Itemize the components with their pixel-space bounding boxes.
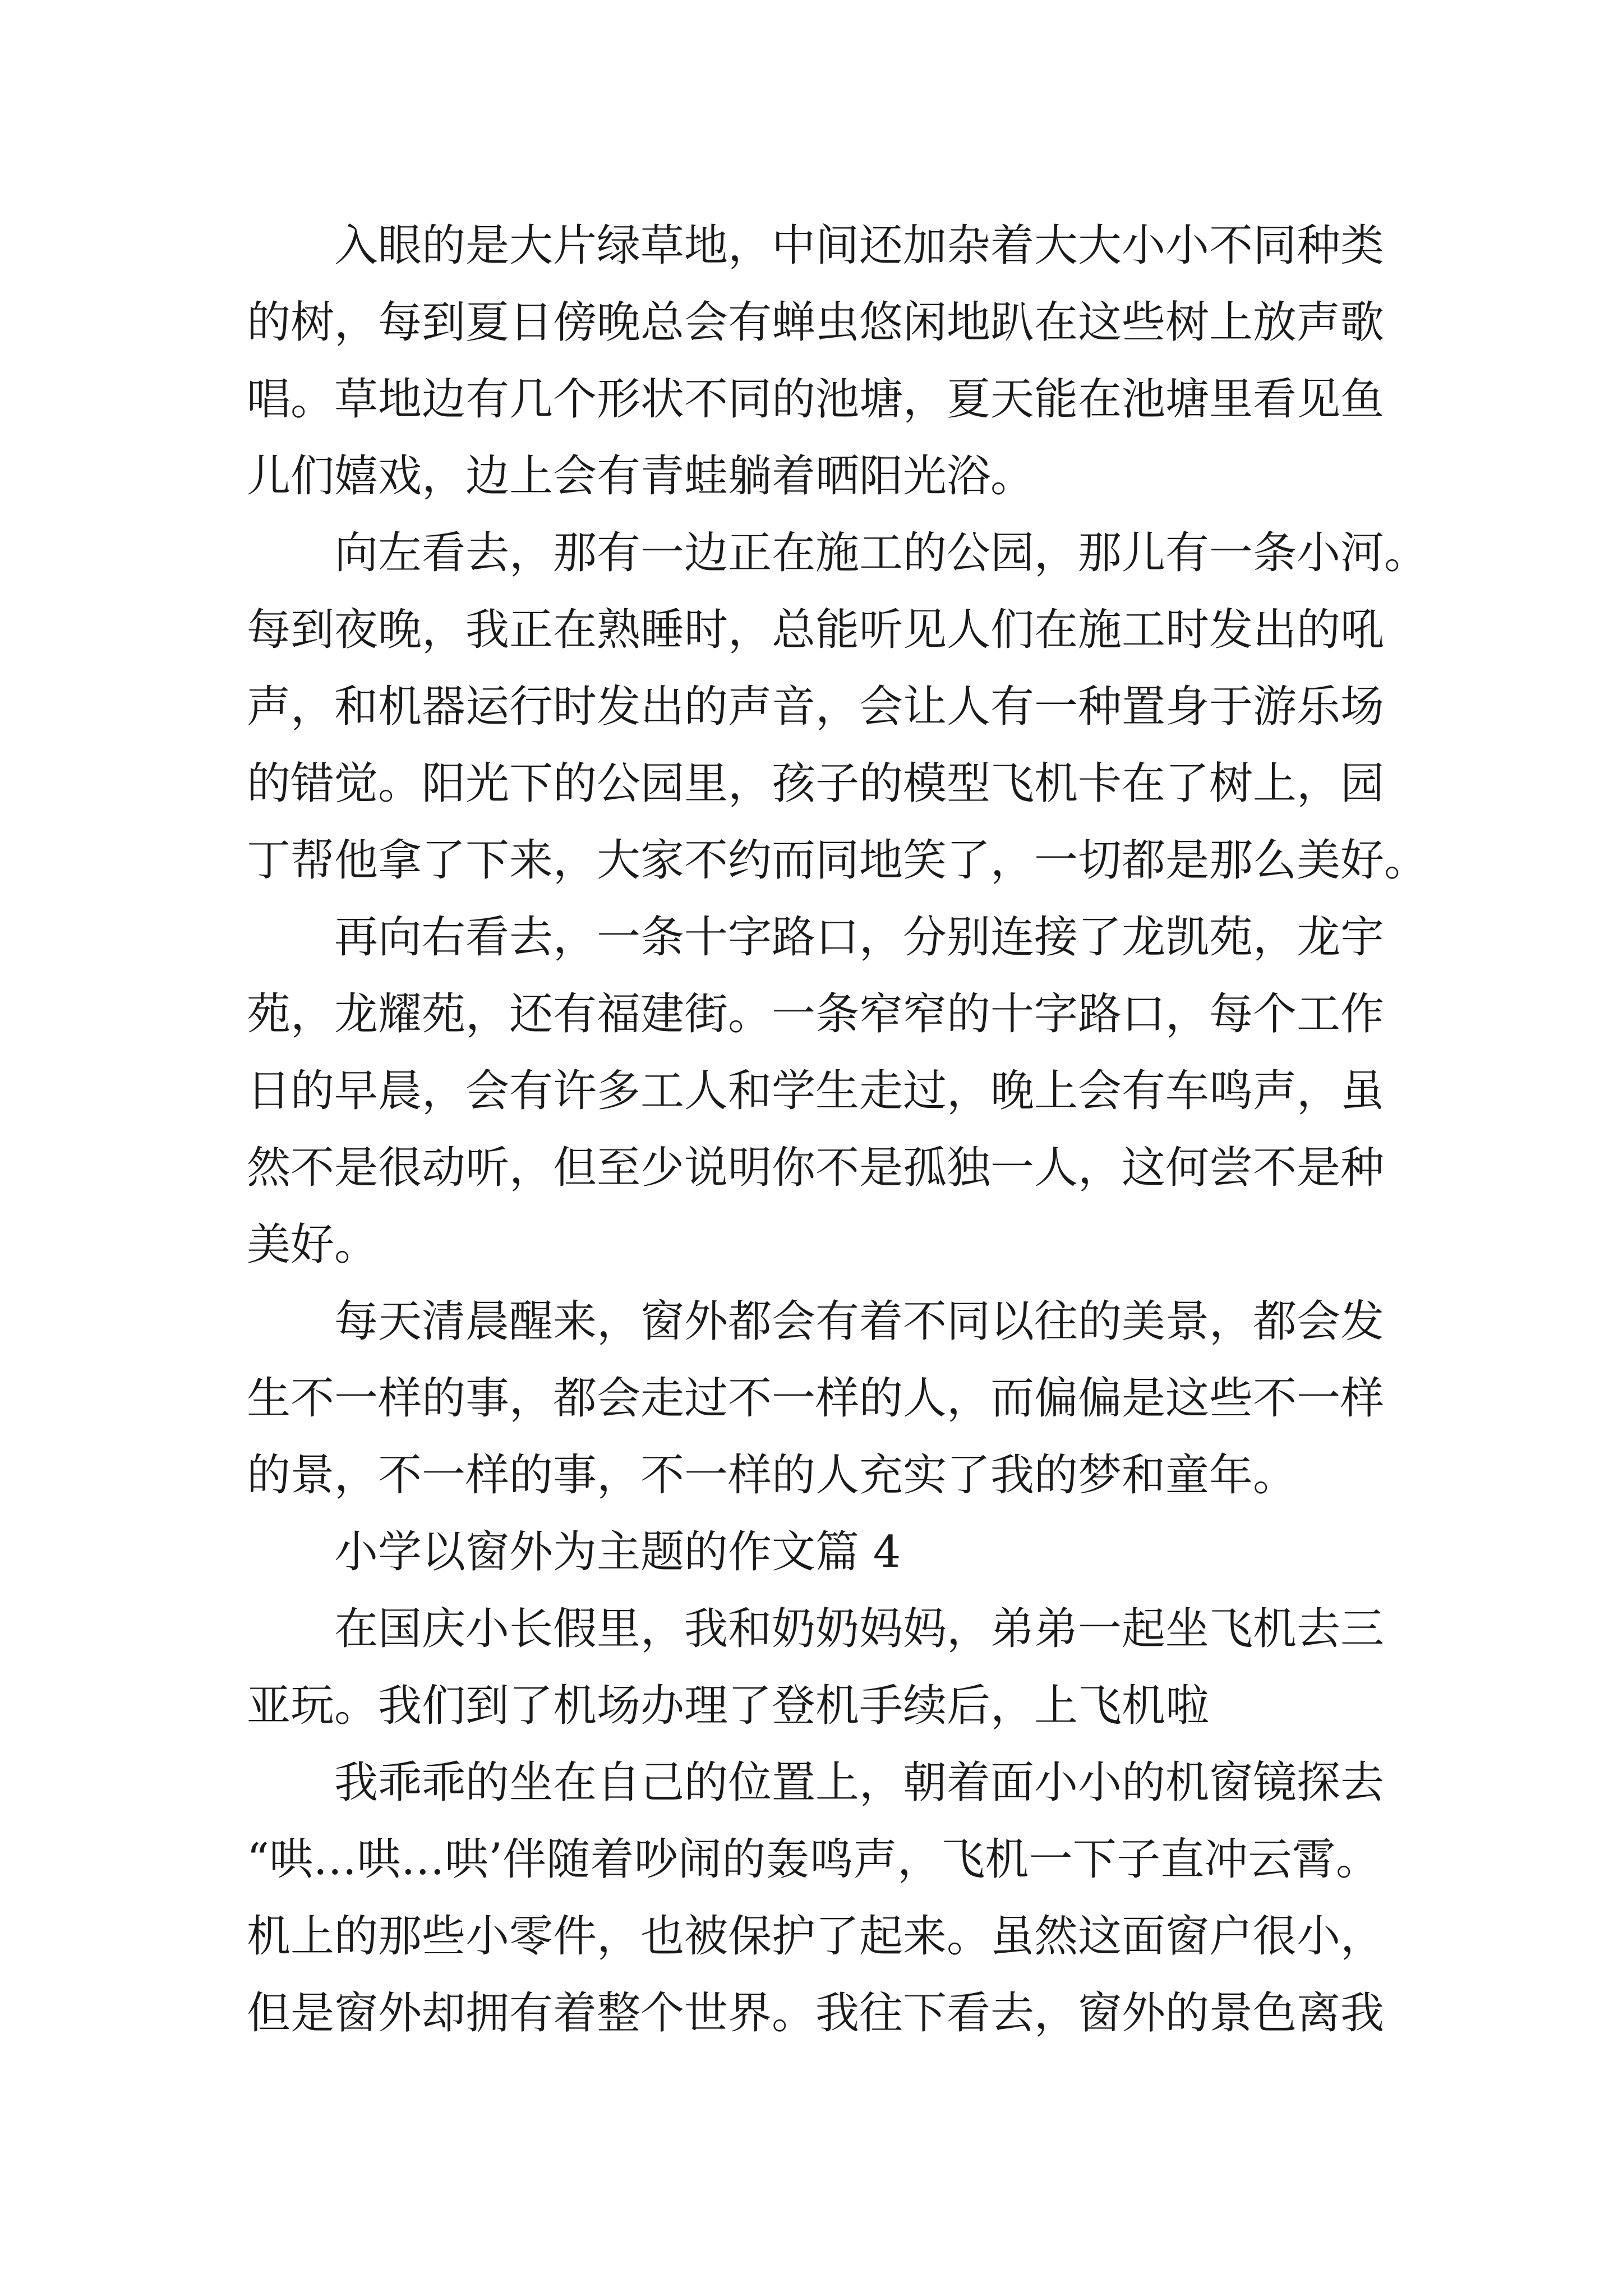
text-line: 每天清晨醒来，窗外都会有着不同以往的美景，都会发 (334, 1296, 1385, 1347)
section-heading: 小学以窗外为主题的作文篇 4 (334, 1527, 901, 1577)
text-line: 的树，每到夏日傍晚总会有蝉虫悠闲地趴在这些树上放声歌 (247, 297, 1385, 348)
text-line: 每到夜晚，我正在熟睡时，总能听见人们在施工时发出的吼 (247, 605, 1385, 655)
text-line: 美好。 (247, 1220, 379, 1270)
text-line: 然不是很动听，但至少说明你不是孤独一人，这何尝不是种 (247, 1143, 1385, 1193)
text-line: 唱。草地边有几个形状不同的池塘，夏天能在池塘里看见鱼 (247, 374, 1385, 425)
text-line: 亚玩。我们到了机场办理了登机手续后，上飞机啦 (247, 1681, 1210, 1731)
document-page (247, 208, 1428, 2052)
text-line: 声，和机器运行时发出的声音，会让人有一种置身于游乐场 (247, 682, 1385, 732)
text-line: 再向右看去，一条十字路口，分别连接了龙凯苑，龙宇 (334, 912, 1385, 963)
text-line: 儿们嬉戏，边上会有青蛙躺着晒阳光浴。 (247, 451, 1035, 501)
text-line: 我乖乖的坐在自己的位置上，朝着面小小的机窗镜探去 (334, 1757, 1385, 1808)
text-line: 丁帮他拿了下来，大家不约而同地笑了，一切都是那么美好。 (247, 835, 1428, 886)
text-line: 生不一样的事，都会走过不一样的人，而偏偏是这些不一样 (247, 1373, 1385, 1424)
text-line: 机上的那些小零件，也被保护了起来。虽然这面窗户很小， (247, 1911, 1385, 1962)
text-line: 日的早晨，会有许多工人和学生走过，晚上会有车鸣声，虽 (247, 1066, 1385, 1116)
text-line: 的景，不一样的事，不一样的人充实了我的梦和童年。 (247, 1450, 1297, 1501)
text-line: 但是窗外却拥有着整个世界。我往下看去，窗外的景色离我 (247, 1988, 1385, 2039)
text-line: 的错觉。阳光下的公园里，孩子的模型飞机卡在了树上，园 (247, 758, 1385, 809)
text-line: 向左看去，那有一边正在施工的公园，那儿有一条小河。 (334, 528, 1428, 578)
text-line: 在国庆小长假里，我和奶奶妈妈，弟弟一起坐飞机去三 (334, 1604, 1385, 1654)
text-line: 苑，龙耀苑，还有福建街。一条窄窄的十字路口，每个工作 (247, 989, 1385, 1039)
text-line: 入眼的是大片绿草地，中间还加杂着大大小小不同种类 (334, 220, 1385, 271)
text-line: “哄…哄…哄’伴随着吵闹的轰鸣声，飞机一下子直冲云霄。 (247, 1834, 1380, 1885)
